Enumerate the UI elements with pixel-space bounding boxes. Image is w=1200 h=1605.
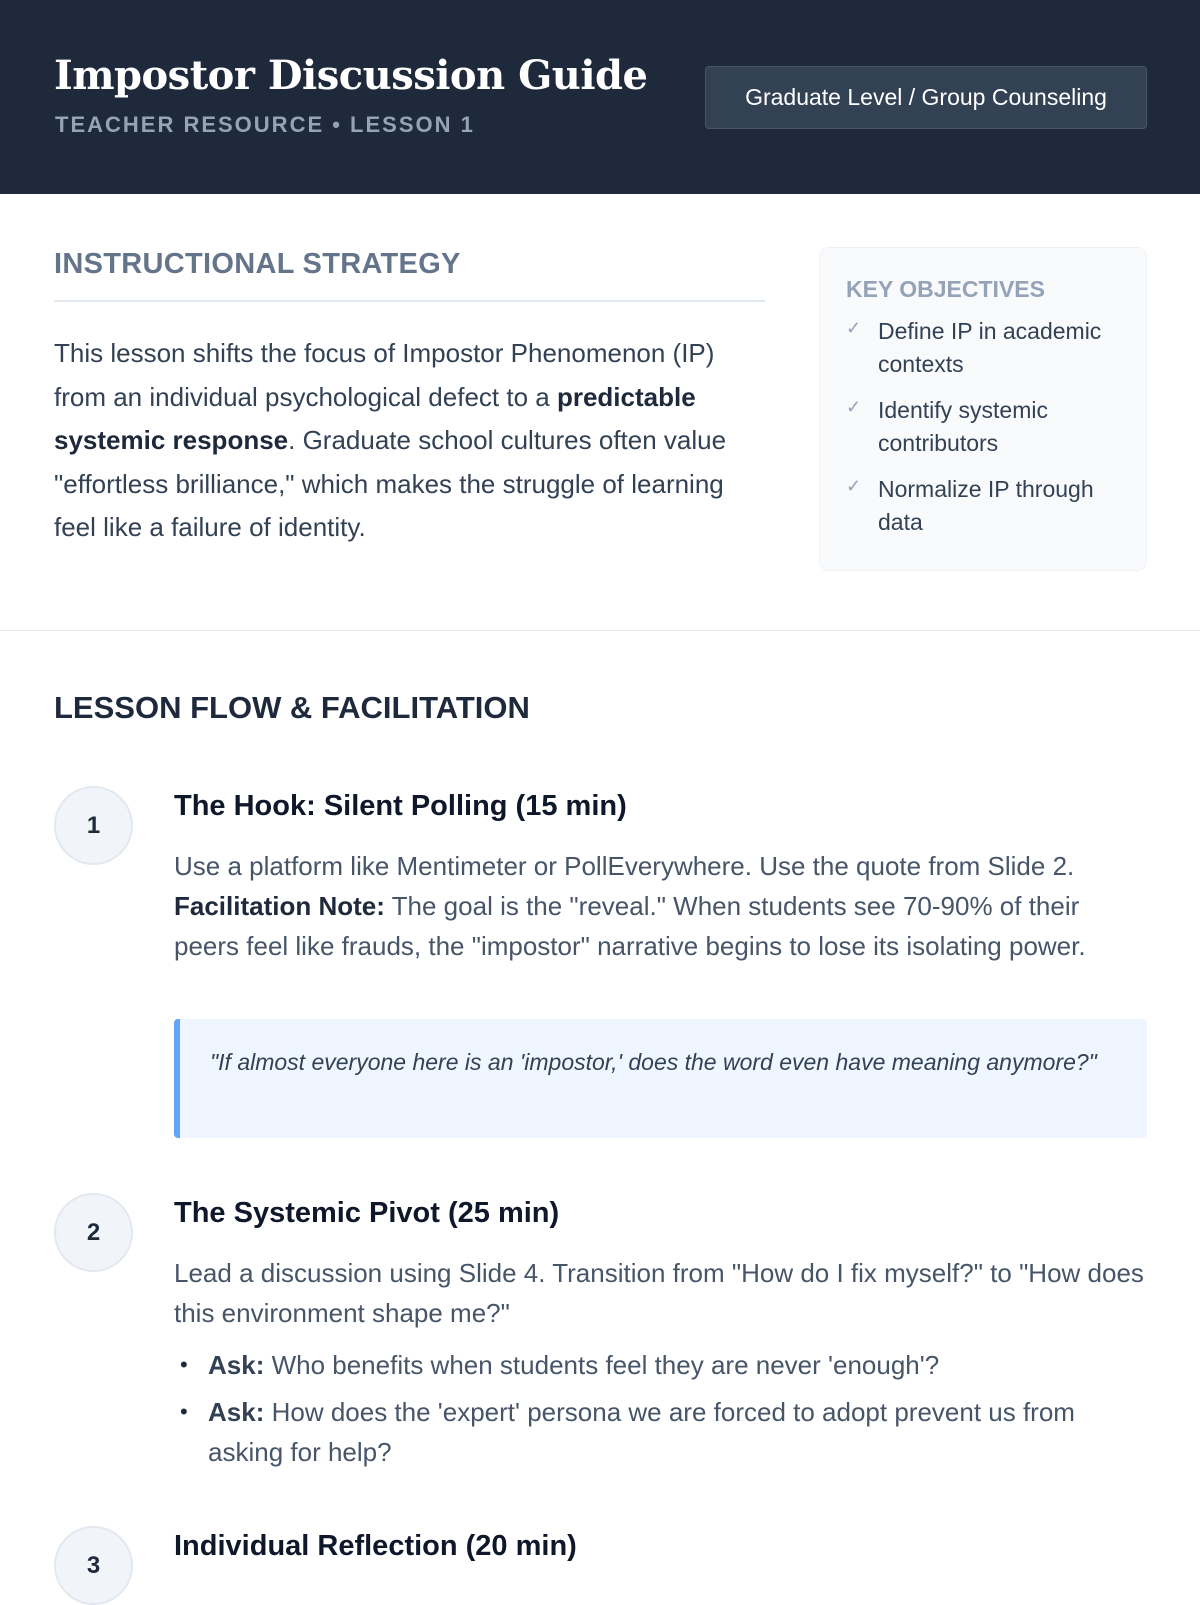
page-subtitle: TEACHER RESOURCE • LESSON 1: [55, 112, 475, 137]
instructional-strategy-section: [0, 194, 1200, 631]
step-number-badge: 3: [54, 1526, 133, 1605]
page-header: [0, 0, 1200, 194]
objective-item: [846, 315, 1120, 381]
strategy-divider: [54, 300, 765, 302]
ask-label: Ask:: [208, 1350, 265, 1380]
objective-item: [846, 473, 1120, 539]
step-number-badge: 1: [54, 786, 133, 865]
step-number-badge: 2: [54, 1193, 133, 1272]
strategy-text-part: This lesson shifts the focus of Impostor Phenomenon (IP) from an individual psychological defect to a: [54, 338, 715, 412]
objective-label: Define IP in academic contexts: [878, 318, 1102, 377]
step-description: [174, 846, 1144, 966]
objective-item: [846, 394, 1120, 460]
level-badge: Graduate Level / Group Counseling: [705, 66, 1147, 129]
strategy-text-part: . Graduate school cultures often value "effortless brilliance," which makes the struggle of learning feel like a failure of identity.: [54, 425, 727, 542]
step-title: The Systemic Pivot (25 min): [174, 1197, 560, 1229]
step-text-part: The goal is the "reveal." When students see 70-90% of their peers feel like frauds, the "impostor" narrative begins to lose its isolating power.: [174, 891, 1086, 961]
list-item: [174, 1392, 1134, 1472]
check-icon: ✓: [846, 476, 862, 496]
objective-label: Normalize IP through data: [878, 476, 1094, 535]
step-description: Lead a discussion using Slide 4. Transition from "How do I fix myself?" to "How does this environment shape me?": [174, 1258, 1144, 1328]
discussion-questions-list: [174, 1345, 1134, 1479]
page-title: Impostor Discussion Guide: [54, 52, 648, 99]
ask-text: How does the 'expert' persona we are forced to adopt prevent us from asking for help?: [208, 1397, 1075, 1467]
discussion-quote: "If almost everyone here is an 'impostor,' does the word even have meaning anymore?": [174, 1019, 1147, 1138]
strategy-paragraph: [54, 332, 766, 550]
objectives-heading: KEY OBJECTIVES: [846, 276, 1045, 302]
lesson-flow-heading: LESSON FLOW & FACILITATION: [54, 690, 530, 725]
step-title: Individual Reflection (20 min): [174, 1530, 577, 1562]
ask-text: Who benefits when students feel they are never 'enough'?: [264, 1350, 940, 1380]
key-objectives-card: [819, 247, 1147, 571]
objective-label: Identify systemic contributors: [878, 397, 1048, 456]
step-text-part: Use a platform like Mentimeter or PollEverywhere. Use the quote from Slide 2.: [174, 851, 1075, 881]
ask-label: Ask:: [208, 1397, 265, 1427]
strategy-heading: INSTRUCTIONAL STRATEGY: [54, 248, 461, 280]
check-icon: ✓: [846, 318, 862, 338]
list-item: [174, 1345, 1134, 1385]
strategy-text-emphasis: predictable systemic response: [54, 381, 696, 455]
step-title: The Hook: Silent Polling (15 min): [174, 790, 627, 822]
check-icon: ✓: [846, 397, 862, 417]
facilitation-note-label: Facilitation Note:: [174, 891, 385, 921]
